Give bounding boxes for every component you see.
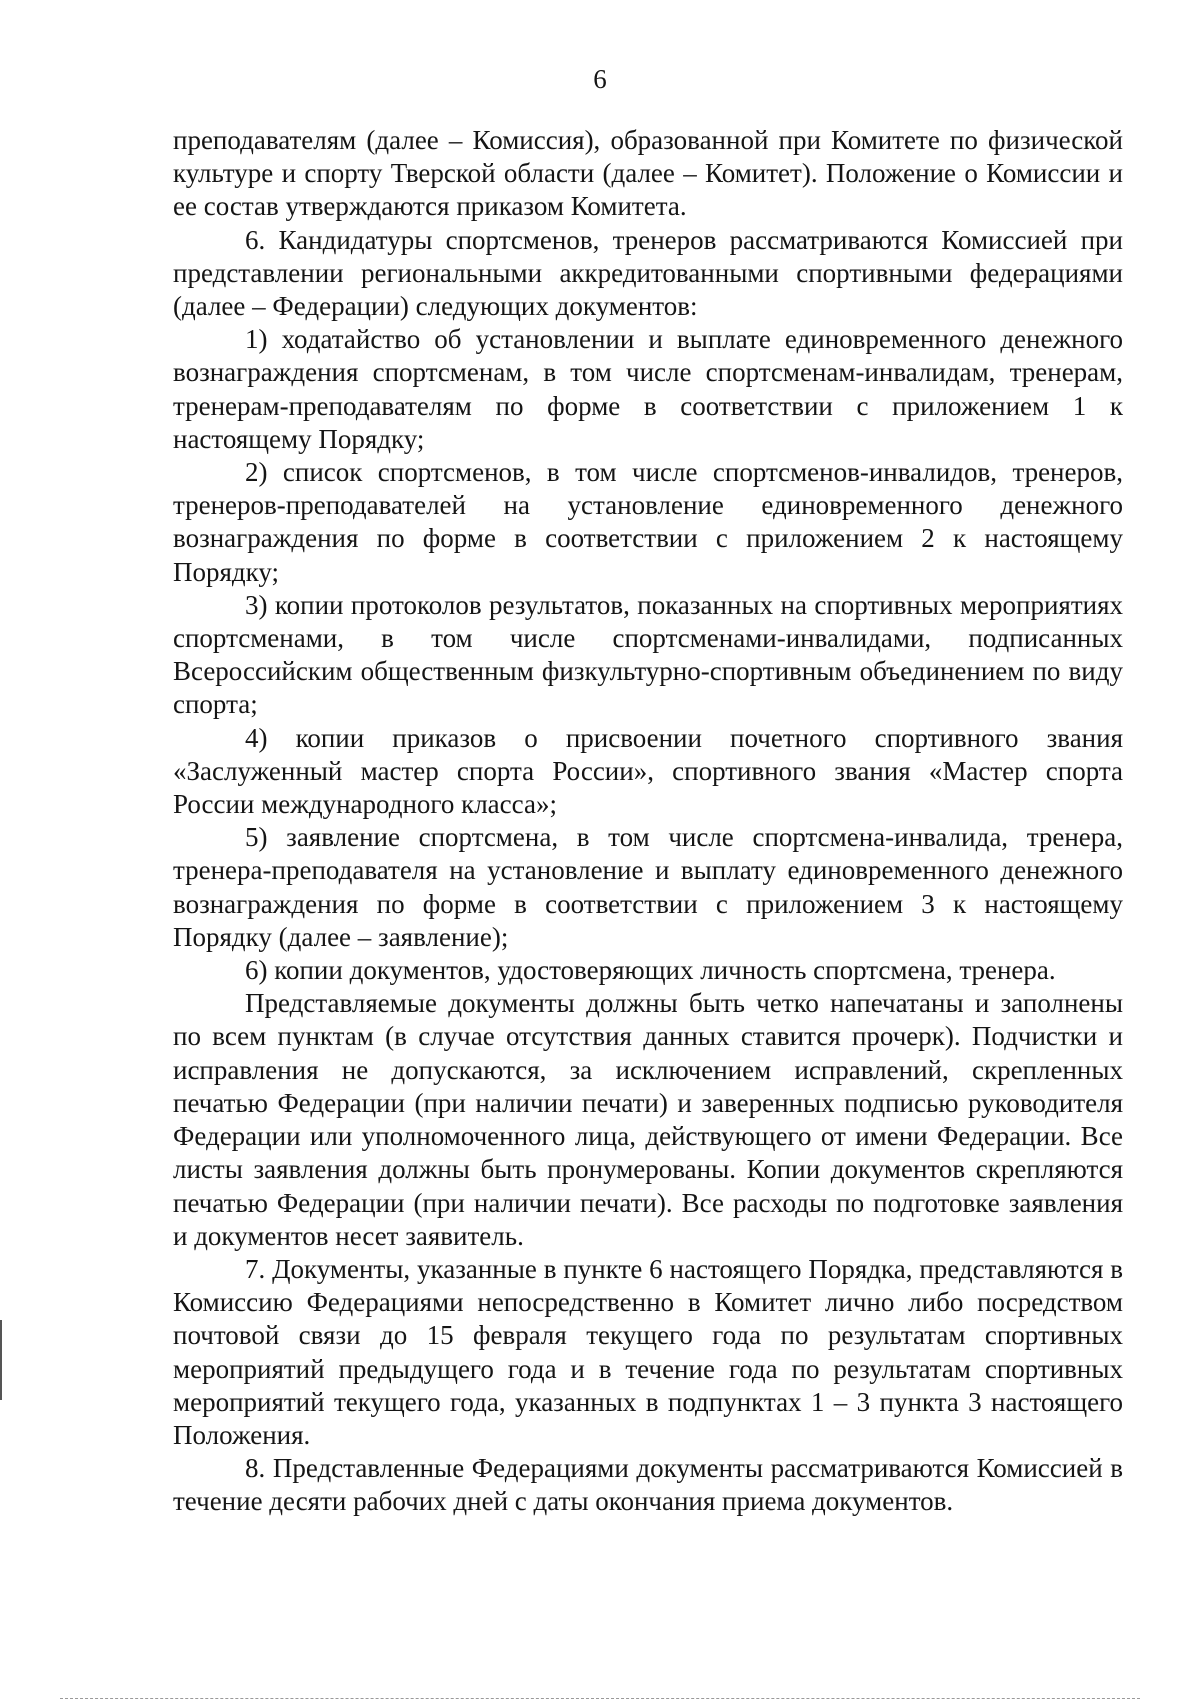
paragraph-subitem-4: 4) копии приказов о присвоении почетного спортивного звания «Заслуженный мастер спорта России», спортивного звания «Мастер спорта России международного класса»; xyxy=(173,722,1123,820)
paragraph-subitem-6: 6) копии документов, удостоверяющих личность спортсмена, тренера. xyxy=(245,955,1056,986)
paragraph-item-8: 8. Представленные Федерациями документы рассматриваются Комиссией в течение десяти рабочих дней с даты окончания приема документов. xyxy=(173,1453,1123,1517)
paragraph-subitem-2: 2) список спортсменов, в том числе спортсменов-инвалидов, тренеров, тренеров-преподавателей на установление единовременного денежного вознаграждения по форме в соответствии с приложением 2 к настоящему Порядку; xyxy=(173,457,1123,587)
paragraph-subitem-3: 3) копии протоколов результатов, показанных на спортивных мероприятиях спортсменами, в том числе спортсменами-инвалидами, подписанных Всероссийским общественным физкультурно-спортивным объединением по виду спорта; xyxy=(173,589,1123,720)
paragraph-subitem-5: 5) заявление спортсмена, в том числе спортсмена-инвалида, тренера, тренера-преподавателя на установление и выплату единовременного денежного вознаграждения по форме в соответствии с приложением 3 к настоящему Порядку (далее – заявление); xyxy=(173,822,1123,952)
scan-bottom-edge xyxy=(60,1698,1140,1700)
page-number: 6 xyxy=(593,64,607,94)
paragraph-item-6: 6. Кандидатуры спортсменов, тренеров рассматриваются Комиссией при представлении региональными аккредитованными спортивными федерациями (далее – Федерации) следующих документов: xyxy=(173,224,1123,322)
paragraph-document-requirements: Представляемые документы должны быть четко напечатаны и заполнены по всем пунктам (в случае отсутствия данных ставится прочерк). Подчистки и исправления не допускаются, за исключением исправлений, скрепленных печатью Федерации (при наличии печати) и заверенных подписью руководителя Федерации или уполномоченного лица, действующего от имени Федерации. Все листы заявления должны быть пронумерованы. Копии документов скрепляются печатью Федерации (при наличии печати). Все расходы по подготовке заявления и документов несет заявитель. xyxy=(173,988,1123,1251)
document-body xyxy=(173,124,1123,1519)
paragraph-commission-intro: преподавателям (далее – Комиссия), образованной при Комитете по физической культуре и спорту Тверской области (далее – Комитет). Положение о Комиссии и ее состав утверждаются приказом Комитета. xyxy=(173,125,1123,222)
paragraph-subitem-1: 1) ходатайство об установлении и выплате единовременного денежного вознаграждения спортсменам, в том числе спортсменам-инвалидам, тренерам, тренерам-преподавателям по форме в соответствии с приложением 1 к настоящему Порядку; xyxy=(173,324,1123,454)
scan-edge-mark xyxy=(0,1320,2,1400)
paragraph-item-7: 7. Документы, указанные в пункте 6 настоящего Порядка, представляются в Комиссию Федерациями непосредственно в Комитет лично либо посредством почтовой связи до 15 февраля текущего года по результатам спортивных мероприятий предыдущего года и в течение года по результатам спортивных мероприятий текущего года, указанных в подпунктах 1 – 3 пункта 3 настоящего Положения. xyxy=(173,1253,1123,1450)
